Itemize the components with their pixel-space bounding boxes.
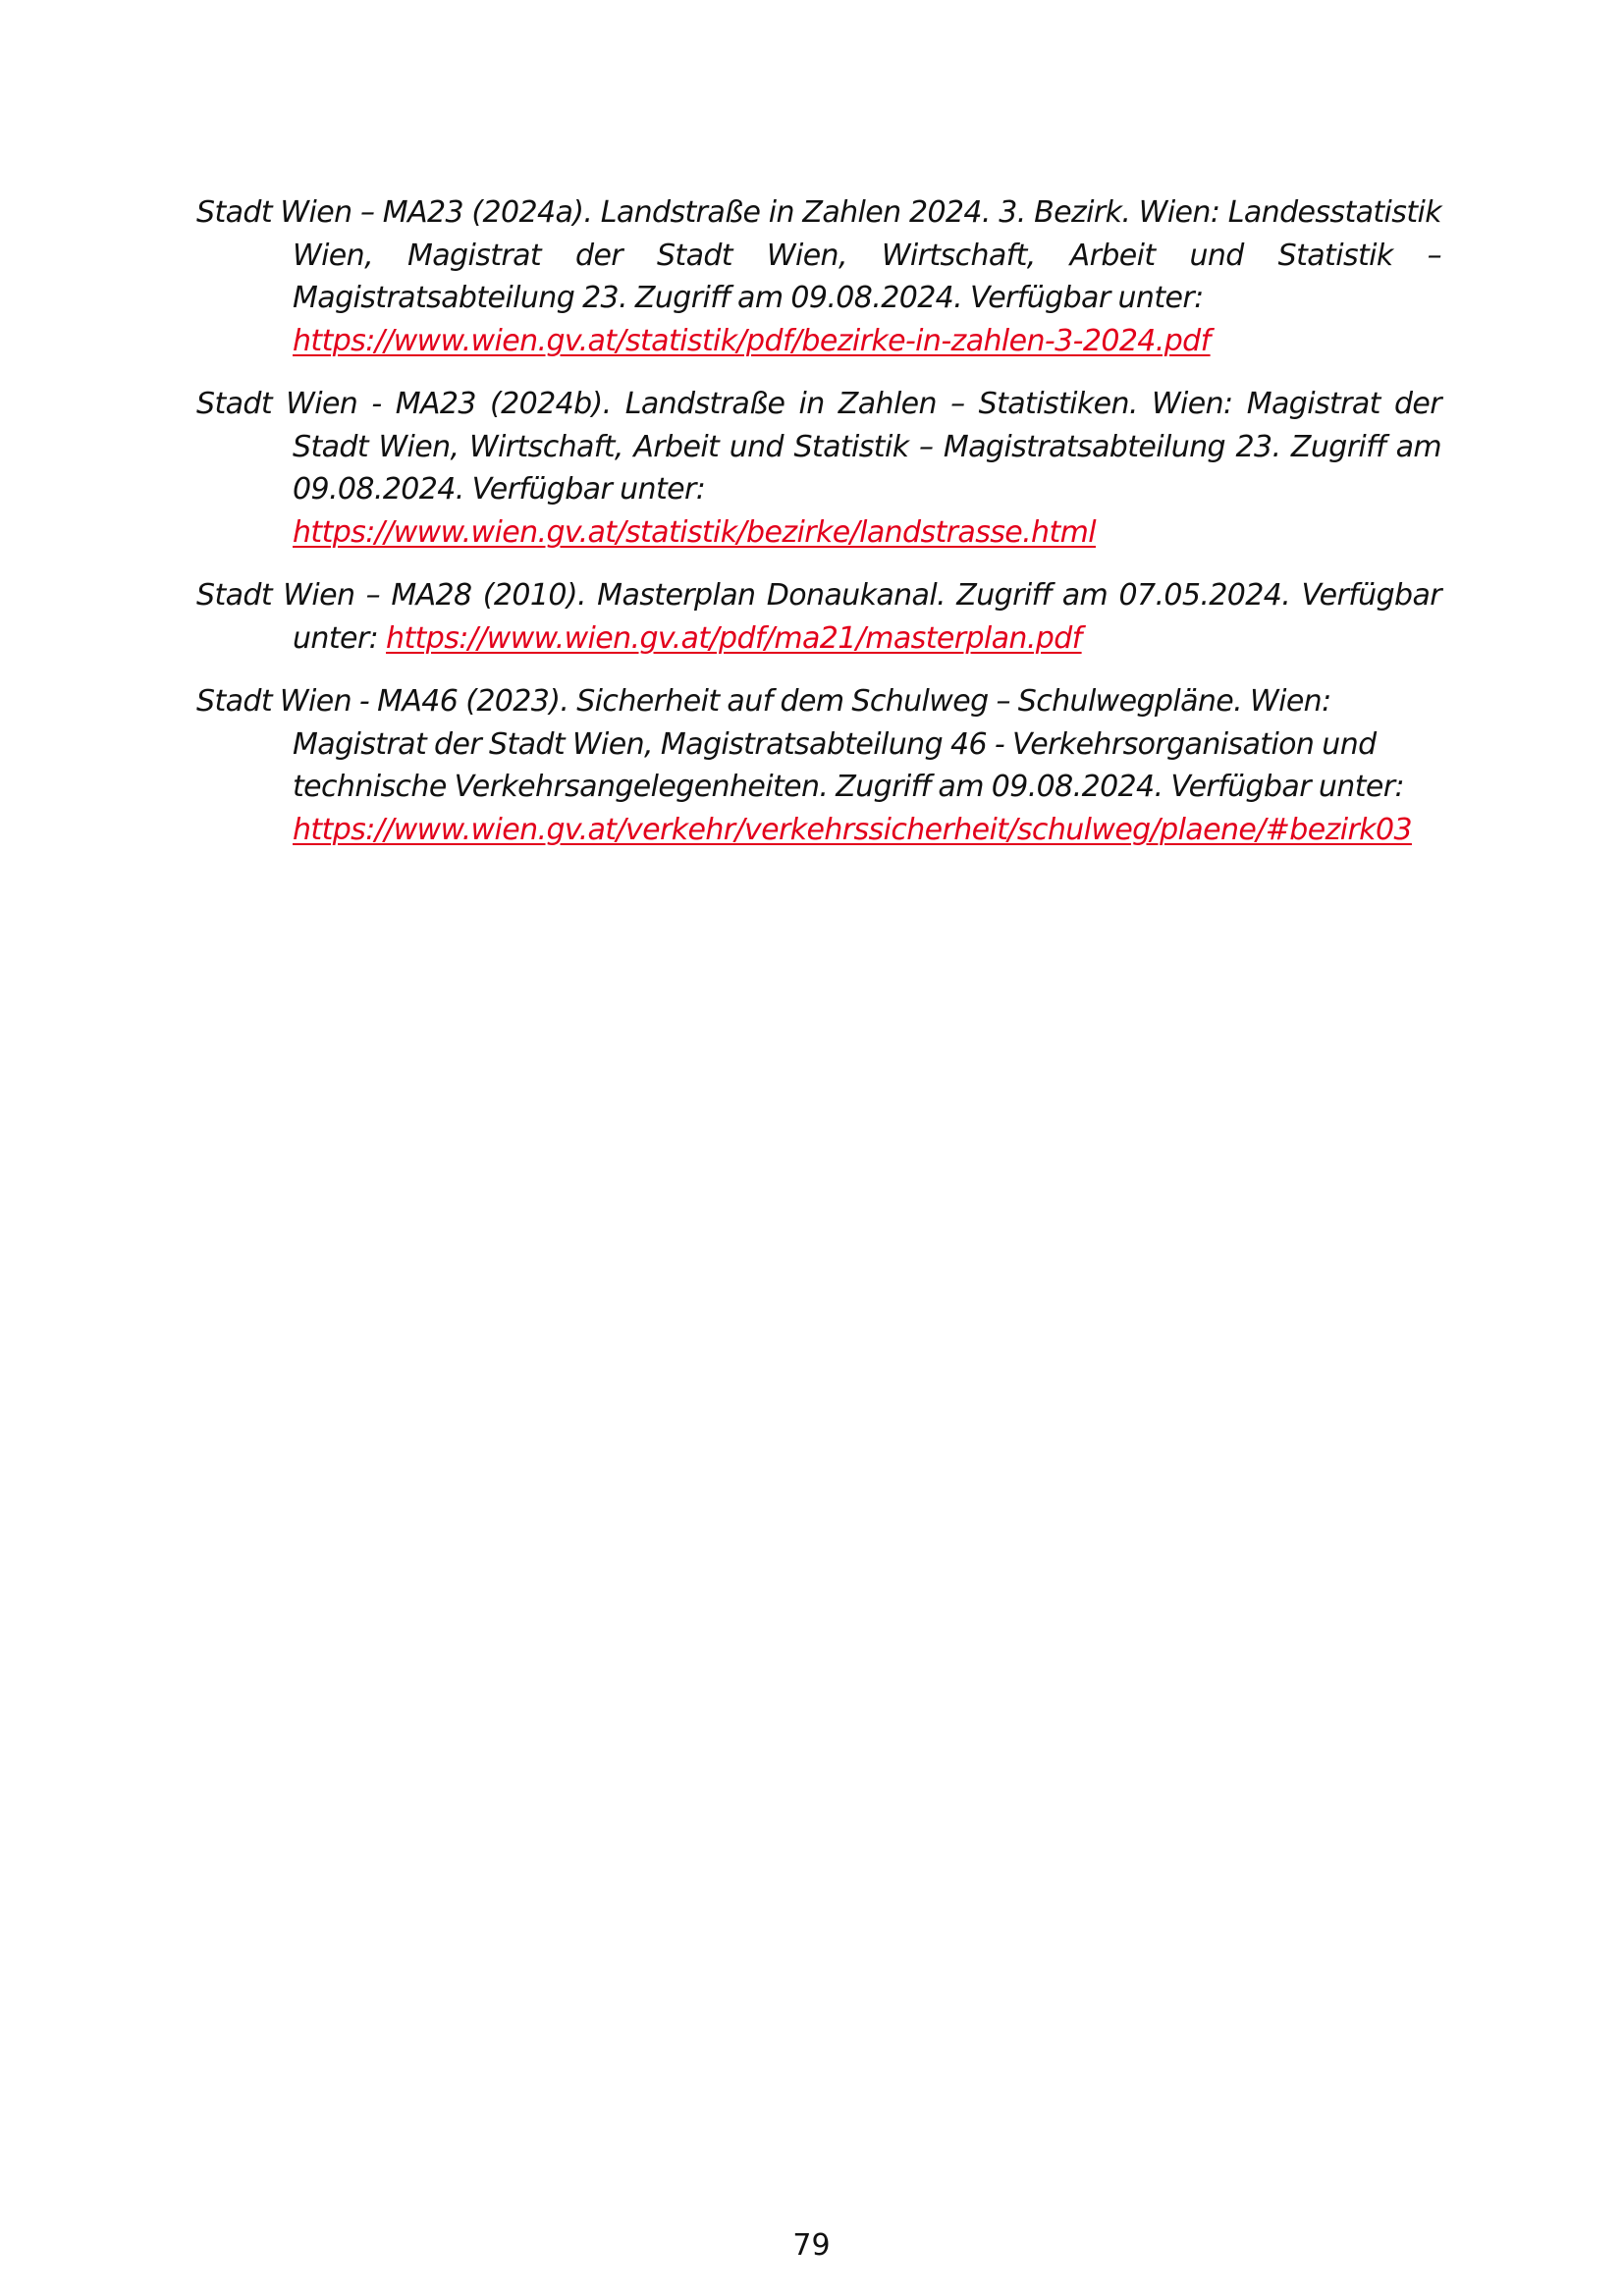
reference-link[interactable]: https://www.wien.gv.at/statistik/pdf/bezirke-in-zahlen-3-2024.pdf: [293, 323, 1211, 358]
reference-link[interactable]: https://www.wien.gv.at/statistik/bezirke/landstrasse.html: [293, 514, 1096, 550]
reference-entry: [196, 383, 1441, 554]
reference-text: Stadt Wien - MA23 (2024b). Landstraße in Zahlen – Statistiken. Wien: Magistrat der Stadt Wien, Wirtschaft, Arbeit und Statistik – Magistratsabteilung 23. Zugriff am 09.08.2024. Verfügbar unter:: [196, 387, 1441, 507]
page-number: 79: [792, 2228, 831, 2263]
reference-entry: [196, 574, 1441, 660]
reference-link[interactable]: https://www.wien.gv.at/pdf/ma21/masterplan.pdf: [386, 620, 1082, 656]
reference-list: [196, 191, 1441, 872]
reference-text: Stadt Wien - MA46 (2023). Sicherheit auf dem Schulweg – Schulwegpläne. Wien: Magistrat der Stadt Wien, Magistratsabteilung 46 - Verkehrsorganisation und technische Verkehrsangelegenheiten. Zugriff am 09.08.2024. Verfügbar unter:: [196, 684, 1404, 804]
reference-entry: [196, 680, 1441, 851]
reference-text: Stadt Wien – MA23 (2024a). Landstraße in Zahlen 2024. 3. Bezirk. Wien: Landesstatistik Wien, Magistrat der Stadt Wien, Wirtschaft, Arbeit und Statistik – Magistratsabteilung 23. Zugriff am 09.08.2024. Verfügbar unter:: [196, 195, 1441, 315]
reference-link[interactable]: https://www.wien.gv.at/verkehr/verkehrssicherheit/schulweg/plaene/#bezirk03: [293, 812, 1412, 847]
reference-entry: [196, 191, 1441, 362]
reference-text: Stadt Wien – MA28 (2010). Masterplan Donaukanal. Zugriff am 07.05.2024. Verfügbar unter:: [196, 578, 1441, 656]
